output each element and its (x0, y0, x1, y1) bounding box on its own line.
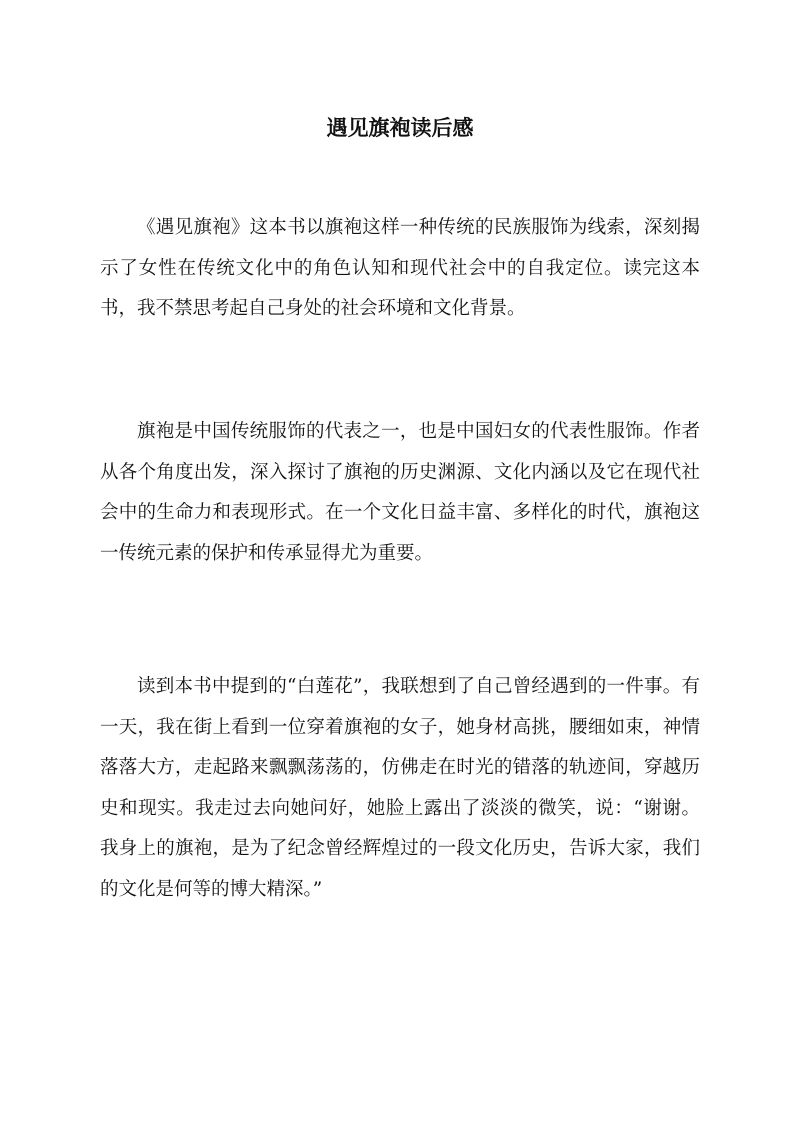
paragraph-2: 旗袍是中国传统服饰的代表之一，也是中国妇女的代表性服饰。作者从各个角度出发，深入探讨了旗袍的历史渊源、文化内涵以及它在现代社会中的生命力和表现形式。在一个文化日益丰富、多样化的时代，旗袍这一传统元素的保护和传承显得尤为重要。 (100, 421, 700, 564)
paragraph-3: 读到本书中提到的“白莲花”，我联想到了自己曾经遇到的一件事。有一天，我在街上看到一位穿着旗袍的女子，她身材高挑，腰细如束，神情落落大方，走起路来飘飘荡荡的，仿佛走在时光的错落的轨迹间，穿越历史和现实。我走过去向她问好，她脸上露出了淡淡的微笑，说：“谢谢。我身上的旗袍，是为了纪念曾经辉煌过的一段文化历史，告诉大家，我们的文化是何等的博大精深。” (100, 676, 700, 900)
paragraph-1: 《遇见旗袍》这本书以旗袍这样一种传统的民族服饰为线索，深刻揭示了女性在传统文化中的角色认知和现代社会中的自我定位。读完这本书，我不禁思考起自己身处的社会环境和文化背景。 (100, 217, 700, 319)
document-title: 遇见旗袍读后感 (326, 115, 474, 141)
